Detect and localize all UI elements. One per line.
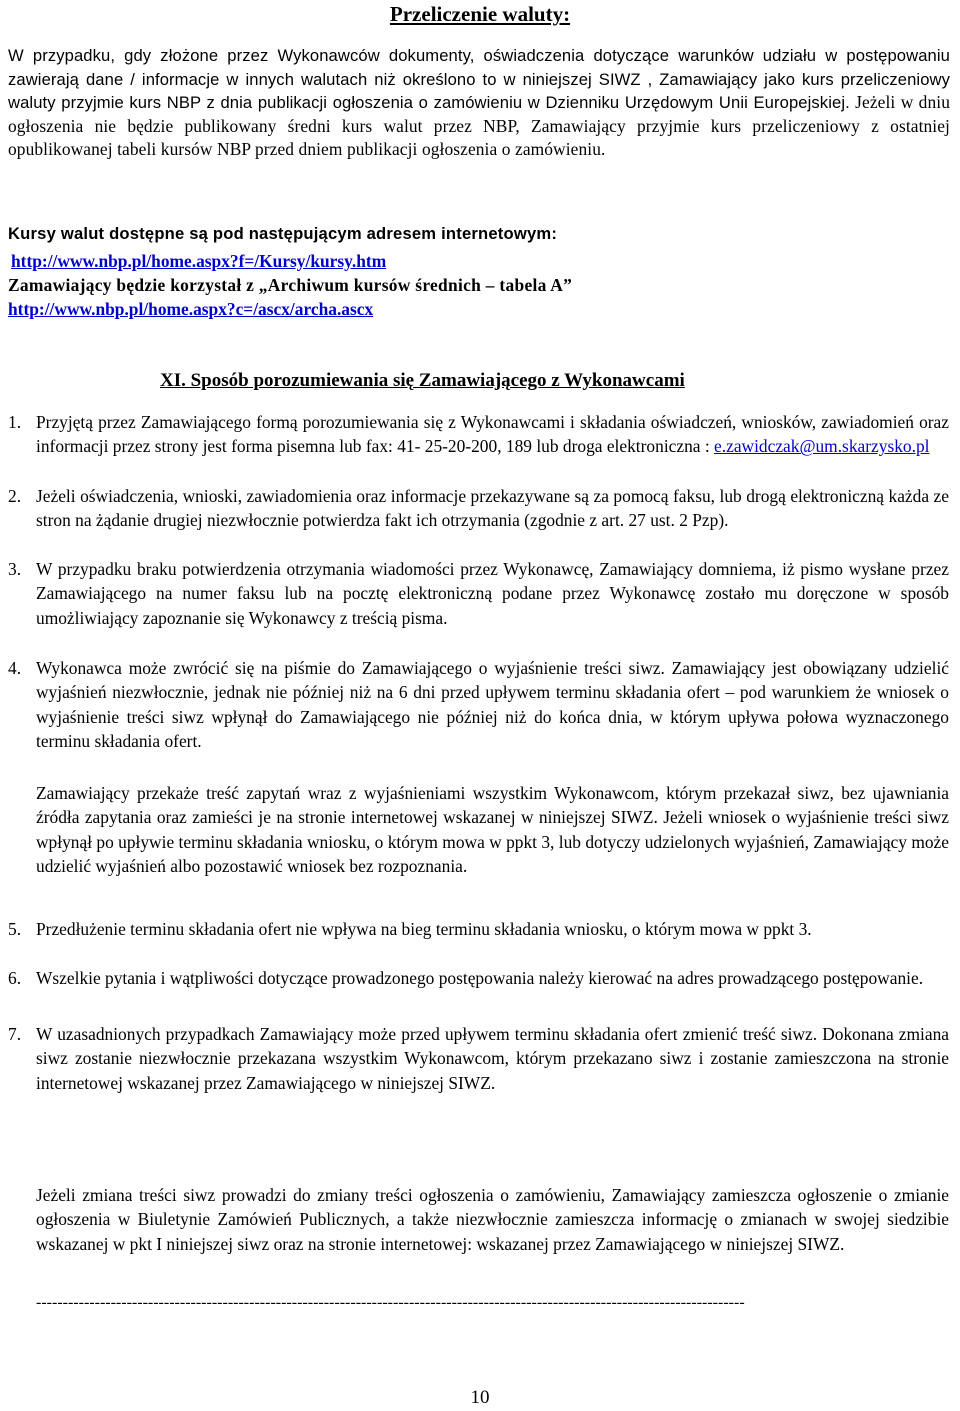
rates-intro-text: Kursy walut dostępne są pod następującym adresem internetowym:	[8, 224, 558, 243]
item-5-text: Przedłużenie terminu składania ofert nie wpływa na bieg terminu składania wniosku, o którym mowa w ppkt 3.	[36, 919, 812, 939]
item-4-text: Wykonawca może zwrócić się na piśmie do Zamawiającego o wyjaśnienie treści siwz. Zamawiający jest obowiązany udzielić wyjaśnień niezwłocznie, jednak nie później niż na 6 dni przed upływem terminu składania ofert – pod warunkiem że wniosek o wyjaśnienie treści siwz wpłynął do Zamawiającego nie później niż do końca dnia, w którym upływa połowa wyznaczonego terminu składania ofert.	[36, 658, 949, 752]
closing-paragraph: Jeżeli zmiana treści siwz prowadzi do zmiany treści ogłoszenia o zamówieniu, Zamawiający zamieszcza ogłoszenie o zmianie ogłoszenia w Biuletynie Zamówień Publicznych, a także niezwłocznie zamieszcza informację o zmianach w swojej siedzibie wskazanej w pkt I niniejszej siwz oraz na stronie internetowej: wskazanej przez Zamawiającego w niniejszej SIWZ.	[36, 1185, 949, 1254]
section-heading: XI. Sposób porozumiewania się Zamawiającego z Wykonawcami	[160, 370, 685, 391]
item-6-text: Wszelkie pytania i wątpliwości dotyczące prowadzonego postępowania należy kierować na adres prowadzącego postępowanie.	[36, 968, 924, 988]
item-5-number: 5.	[8, 919, 22, 939]
currency-paragraph	[8, 44, 950, 162]
currency-paragraph-part-a: W przypadku, gdy złożone przez Wykonawców dokumenty, oświadczenia dotyczące warunków udziału w postępowaniu zawierają dane / informacje w innych walutach niż określono to w niniejszej SIWZ , Zamawiający jako kurs przeliczeniowy waluty przyjmie kurs NBP z dnia publikacji ogłoszenia o zamówieniu w Dzienniku Urzędowym Unii Europejskiej.	[8, 46, 950, 113]
page-number: 10	[470, 1387, 490, 1408]
currency-heading: Przeliczenie waluty:	[389, 2, 571, 26]
item-7-number: 7.	[8, 1024, 22, 1044]
item-3-text: W przypadku braku potwierdzenia otrzymania wiadomości przez Wykonawcę, Zamawiający domniema, iż pismo wysłane przez Zamawiającego na numer faksu lub na pocztę elektroniczną podane przez Wykonawcę zostało mu doręczone w sposób umożliwiający zapoznanie się Wykonawcy z treścią pisma.	[36, 559, 949, 628]
email-link[interactable]: e.zawidczak@um.skarzysko.pl	[714, 436, 930, 457]
item-2-number: 2.	[8, 486, 22, 506]
nbp-rates-link[interactable]: http://www.nbp.pl/home.aspx?f=/Kursy/kursy.htm	[11, 251, 387, 271]
separator-line: -------------------------------------------------------------------------------------------------------------------------------------	[36, 1294, 745, 1311]
archive-text: Zamawiający będzie korzystał z „Archiwum kursów średnich – tabela A”	[8, 275, 573, 295]
item-1	[36, 410, 949, 459]
currency-paragraph-part-b: Jeżeli w dniu ogłoszenia nie będzie publikowany średni kurs walut przez NBP, Zamawiający przyjmie kurs przeliczeniowy z ostatniej opublikowanej tabeli kursów NBP przed dniem publikacji ogłoszenia o zamówieniu.	[8, 92, 951, 160]
item-1-number: 1.	[8, 412, 22, 432]
item-6-number: 6.	[8, 968, 22, 988]
item-4-number: 4.	[8, 658, 22, 678]
item-2-text: Jeżeli oświadczenia, wnioski, zawiadomienia oraz informacje przekazywane są za pomocą faksu, lub drogą elektroniczną każda ze stron na żądanie drugiej niezwłocznie potwierdza fakt ich otrzymania (zgodnie z art. 27 ust. 2 Pzp).	[36, 486, 949, 531]
nbp-archive-link[interactable]: http://www.nbp.pl/home.aspx?c=/ascx/archa.ascx	[8, 299, 374, 319]
item-4-text-continued: Zamawiający przekaże treść zapytań wraz z wyjaśnieniami wszystkim Wykonawcom, którym przekazał siwz, bez ujawniania źródła zapytania oraz zamieści je na stronie internetowej wskazanej w niniejszej SIWZ. Jeżeli wniosek o wyjaśnienie treści siwz wpłynął po upływie terminu składania wniosku, o którym mowa w ppkt 3, lub dotyczy udzielonych wyjaśnień, Zamawiający może udzielić wyjaśnień albo pozostawić wniosek bez rozpoznania.	[36, 783, 949, 877]
rates-intro	[8, 224, 557, 244]
item-3-number: 3.	[8, 559, 22, 579]
item-1-text: Przyjętą przez Zamawiającego formą porozumiewania się z Wykonawcami i składania oświadczeń, wniosków, zawiadomień oraz informacji przez strony jest forma pisemna lub fax: 41- 25-20-200, 189 lub droga elektroniczna :	[36, 412, 949, 457]
item-7-text: W uzasadnionych przypadkach Zamawiający może przed upływem terminu składania ofert zmienić treść siwz. Dokonana zmiana siwz zostanie niezwłocznie przekazana wszystkim Wykonawcom, którym przekazano siwz i zostanie zamieszczona na stronie internetowej wskazanej przez Zamawiającego w niniejszej SIWZ.	[36, 1024, 949, 1093]
